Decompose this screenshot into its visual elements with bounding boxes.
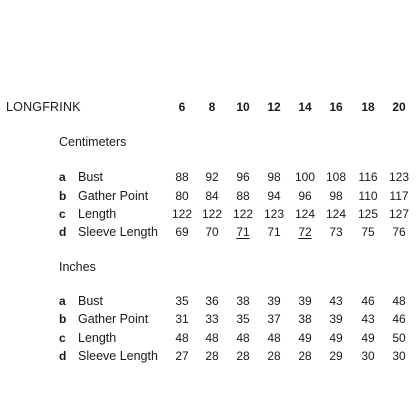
row-letter: a	[59, 294, 66, 308]
size-header: 8	[208, 100, 216, 114]
section-title: Centimeters	[59, 135, 127, 149]
table-cell: 28	[298, 349, 312, 363]
table-cell: 70	[205, 225, 219, 239]
table-cell: 48	[205, 331, 219, 345]
size-header: 16	[329, 100, 343, 114]
size-header: 10	[236, 100, 250, 114]
table-cell: 29	[329, 349, 343, 363]
table-cell: 100	[294, 170, 316, 184]
table-cell: 36	[205, 294, 219, 308]
table-cell: 108	[325, 170, 347, 184]
row-letter: b	[59, 189, 67, 203]
table-cell: 98	[329, 189, 343, 203]
row-label: Length	[78, 331, 117, 345]
table-cell: 38	[298, 312, 312, 326]
table-cell: 33	[205, 312, 219, 326]
table-cell: 73	[329, 225, 343, 239]
table-cell: 50	[392, 331, 406, 345]
table-cell: 49	[329, 331, 343, 345]
row-label: Gather Point	[78, 189, 149, 203]
row-label: Sleeve Length	[78, 349, 158, 363]
row-letter: c	[59, 207, 66, 221]
table-cell: 43	[329, 294, 343, 308]
section-title: Inches	[59, 260, 96, 274]
table-cell: 98	[267, 170, 281, 184]
table-cell: 48	[236, 331, 250, 345]
table-cell: 122	[232, 207, 254, 221]
table-cell: 75	[361, 225, 375, 239]
table-cell: 48	[392, 294, 406, 308]
table-cell: 48	[175, 331, 189, 345]
row-label: Bust	[78, 294, 104, 308]
table-cell: 35	[236, 312, 250, 326]
table-cell: 46	[392, 312, 406, 326]
row-letter: a	[59, 170, 66, 184]
table-cell: 88	[236, 189, 250, 203]
table-cell: 76	[392, 225, 406, 239]
table-cell: 28	[236, 349, 250, 363]
row-letter: b	[59, 312, 67, 326]
table-cell: 88	[175, 170, 189, 184]
table-cell: 71	[236, 225, 250, 239]
size-header: 18	[361, 100, 375, 114]
table-cell: 110	[358, 189, 378, 203]
table-cell: 72	[298, 225, 312, 239]
table-cell: 123	[388, 170, 410, 184]
table-cell: 122	[201, 207, 223, 221]
table-cell: 39	[329, 312, 343, 326]
table-cell: 46	[361, 294, 375, 308]
table-cell: 27	[175, 349, 189, 363]
row-label: Gather Point	[78, 312, 149, 326]
size-header: 14	[298, 100, 312, 114]
size-header: 20	[392, 100, 406, 114]
row-letter: d	[59, 225, 67, 239]
row-letter: c	[59, 331, 66, 345]
table-cell: 38	[236, 294, 250, 308]
table-cell: 124	[294, 207, 316, 221]
table-cell: 123	[263, 207, 285, 221]
pattern-title: LONGFRINK	[6, 100, 81, 114]
table-cell: 31	[175, 312, 189, 326]
table-cell: 125	[357, 207, 379, 221]
table-cell: 37	[267, 312, 281, 326]
table-cell: 94	[267, 189, 281, 203]
table-cell: 92	[205, 170, 219, 184]
table-cell: 96	[298, 189, 312, 203]
table-cell: 49	[298, 331, 312, 345]
table-cell: 30	[392, 349, 406, 363]
table-cell: 30	[361, 349, 375, 363]
table-cell: 48	[267, 331, 281, 345]
table-cell: 39	[298, 294, 312, 308]
table-cell: 127	[388, 207, 410, 221]
table-cell: 28	[205, 349, 219, 363]
table-cell: 35	[175, 294, 189, 308]
table-cell: 49	[361, 331, 375, 345]
row-label: Bust	[78, 170, 104, 184]
table-cell: 117	[389, 189, 409, 203]
size-header: 6	[178, 100, 186, 114]
table-cell: 80	[175, 189, 189, 203]
table-cell: 122	[171, 207, 193, 221]
table-cell: 69	[175, 225, 189, 239]
table-cell: 124	[325, 207, 347, 221]
table-cell: 96	[236, 170, 250, 184]
row-label: Length	[78, 207, 117, 221]
table-cell: 116	[358, 170, 378, 184]
row-label: Sleeve Length	[78, 225, 158, 239]
row-letter: d	[59, 349, 67, 363]
table-cell: 28	[267, 349, 281, 363]
table-cell: 84	[205, 189, 219, 203]
table-cell: 39	[267, 294, 281, 308]
table-cell: 43	[361, 312, 375, 326]
table-cell: 71	[267, 225, 281, 239]
size-header: 12	[267, 100, 281, 114]
